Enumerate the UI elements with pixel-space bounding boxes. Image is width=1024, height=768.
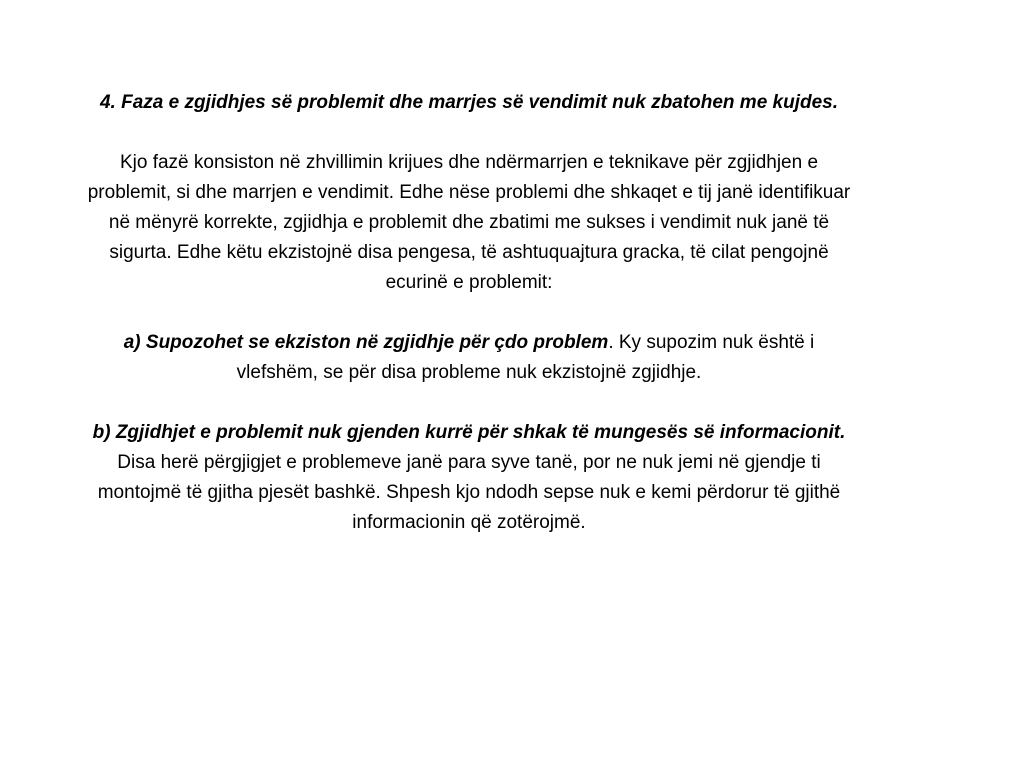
point-b-paragraph xyxy=(84,418,854,538)
slide-content xyxy=(84,88,854,538)
intro-paragraph: Kjo fazë konsiston në zhvillimin krijues dhe ndërmarrjen e teknikave për zgjidhjen e problemit, si dhe marrjen e vendimit. Edhe nëse problemi dhe shkaqet e tij janë identifikuar në mënyrë korrekte, zgjidhja e problemit dhe zbatimi me sukses i vendimit nuk janë të sigurta. Edhe këtu ekzistojnë disa pengesa, të ashtuquajtura gracka, të cilat pengojnë ecurinë e problemit: xyxy=(87,152,851,293)
point-a-text: . Ky supozim nuk është i vlefshëm, se për disa probleme nuk ekzistojnë zgjidhje. xyxy=(236,332,815,383)
point-a-lead: a) Supozohet se ekziston në zgjidhje për çdo problem xyxy=(123,332,609,353)
section-heading: 4. Faza e zgjidhjes së problemit dhe marrjes së vendimit nuk zbatohen me kujdes. xyxy=(99,92,839,113)
point-b-text: Disa herë përgjigjet e problemeve janë para syve tanë, por ne nuk jemi në gjendje ti montojmë të gjitha pjesët bashkë. Shpesh kjo ndodh sepse nuk e kemi përdorur të gjithë informacionin që zotërojmë. xyxy=(97,452,841,533)
point-a-paragraph xyxy=(84,328,854,388)
point-b-lead: b) Zgjidhjet e problemit nuk gjenden kurrë për shkak të mungesës së informacionit. xyxy=(92,422,846,443)
